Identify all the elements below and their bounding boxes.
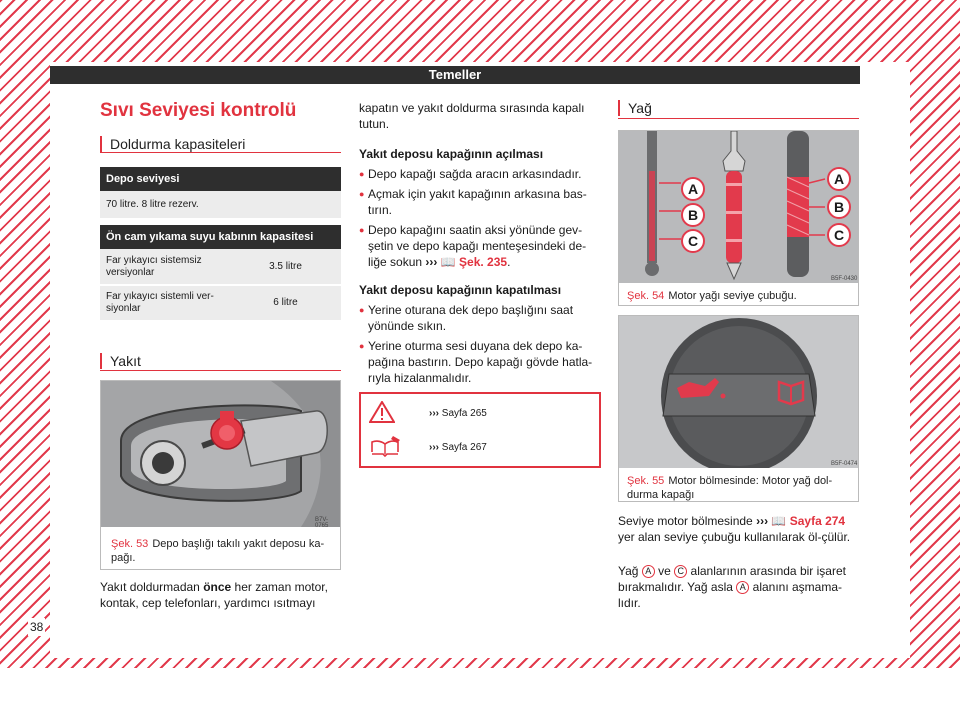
marker-a: A (736, 581, 749, 594)
title-rule (618, 118, 859, 119)
fuel-cap-image (101, 381, 340, 527)
marker-c: C (674, 565, 687, 578)
table-header: Depo seviyesi (100, 167, 341, 191)
washer-capacity-table (100, 225, 341, 322)
oil-cap-image (619, 316, 858, 468)
figure-number: Şek. 55 (627, 475, 665, 487)
open-title: Yakıt deposu kapağının açılması (359, 147, 544, 161)
subsection-title: Doldurma kapasiteleri (100, 136, 245, 152)
section-title: Sıvı Seviyesi kontrolü (100, 100, 297, 121)
image-code: B5F-0430 (831, 276, 858, 282)
list-item: ● Açmak için yakıt kapağının arkasına bas-tırın. (359, 186, 604, 218)
table-header: Ön cam yıkama suyu kabının kapasitesi (100, 225, 341, 249)
list-item: ● Yerine oturma sesi duyana dek depo ka-pağına bastırın. Depo kapağı gövde hatla-rıyla hizalanmalıdır. (359, 338, 604, 386)
warning-box (359, 392, 601, 468)
book-icon: 📖 (771, 514, 787, 528)
label-b: B (687, 207, 699, 223)
chapter-header: Temeller (50, 66, 860, 84)
image-code: B5F-0474 (831, 461, 858, 467)
table-row (100, 249, 341, 285)
label-a: A (687, 181, 699, 197)
paragraph-text: yer alan seviye çubuğu kullanılarak öl-çülür. (618, 530, 851, 544)
figure-caption (627, 289, 855, 303)
fuel-paragraph (100, 579, 345, 611)
figure-number: Şek. 53 (111, 538, 149, 550)
figure-55 (618, 315, 859, 502)
caption-text: Depo başlığı takılı yakıt deposu ka-pağı. (111, 538, 325, 564)
figure-number: Şek. 54 (627, 290, 665, 302)
warning-ref-2[interactable]: ››› Sayfa 267 (429, 442, 487, 453)
marker-a: A (642, 565, 655, 578)
paragraph-text: alanlarının arasında bir işaret bırakmalıdır. Yağ asla (618, 564, 846, 594)
image-code: B7V-0765 (315, 517, 329, 529)
table-row (100, 285, 341, 321)
figure-54 (618, 130, 859, 306)
footer-strip (0, 668, 960, 708)
page-ref: Sayfa 265 (441, 408, 487, 419)
title-rule (100, 152, 341, 153)
table-cell: Far yıkayıcı sistemsiz versiyonlar (100, 249, 230, 285)
figure-reference-link[interactable]: Şek. 235 (459, 255, 508, 269)
table-cell: Far yıkayıcı sistemli ver-siyonlar (100, 285, 230, 321)
list-item: ● Depo kapağını saatin aksi yönünde gev-şetin ve depo kapağı menteşesindeki de-liğe sokun ››› 📖 Şek. 235. (359, 222, 604, 270)
figure-caption (111, 537, 336, 565)
label-b: B (833, 199, 845, 215)
bullet-text: Depo kapağını saatin aksi yönünde gev-şetin ve depo kapağı menteşesindeki de-liğe sokun (368, 223, 587, 269)
paragraph-text: Yağ (618, 564, 639, 578)
oil-paragraph-1: Seviye motor bölmesinde ››› 📖 Sayfa 274 yer alan seviye çubuğu kullanılarak öl-çülür. (618, 514, 851, 544)
paragraph-text: Yakıt doldurmadan (100, 580, 200, 594)
page-ref: Sayfa 267 (441, 442, 487, 453)
oil-title: Yağ (618, 100, 652, 116)
page-number: 38 (30, 620, 44, 634)
figure-53 (100, 380, 341, 570)
book-note-icon (369, 434, 403, 458)
fuel-door-illustration (101, 381, 340, 527)
title-rule (100, 370, 341, 371)
close-title: Yakıt deposu kapağının kapatılması (359, 283, 562, 297)
book-icon: 📖 (440, 255, 456, 269)
dipstick-image (619, 131, 858, 283)
fuel-title: Yakıt (100, 353, 141, 369)
label-c: C (687, 233, 699, 249)
caption-text: Motor yağı seviye çubuğu. (668, 290, 797, 302)
caption-text: Motor bölmesinde: Motor yağ dol-durma kapağı (627, 475, 833, 501)
oil-cap-illustration (619, 316, 858, 468)
continued-paragraph: kapatın ve yakıt doldurma sırasında kapalı tutun. (359, 101, 585, 131)
table-cell: 6 litre (230, 285, 341, 321)
paragraph-text: alanını aşmama-lıdır. (618, 580, 843, 610)
tank-capacity-table (100, 167, 341, 220)
warning-triangle-icon (369, 401, 395, 423)
list-item: ● Depo kapağı sağda aracın arkasındadır. (359, 166, 604, 182)
oil-paragraph-2 (618, 563, 863, 611)
paragraph-text: Seviye motor bölmesinde (618, 514, 753, 528)
paragraph-text: ve (658, 564, 671, 578)
table-cell: 70 litre. 8 litre rezerv. (100, 191, 341, 219)
ref-arrows: ››› (425, 255, 438, 269)
figure-caption (627, 474, 855, 502)
bold-word: önce (203, 580, 232, 594)
label-c: C (833, 227, 845, 243)
paragraph-text: her zaman motor, kontak, cep telefonları, yardımcı ısıtmayı (100, 580, 328, 610)
page-reference-link[interactable]: Sayfa 274 (789, 514, 846, 528)
table-cell: 3.5 litre (230, 249, 341, 285)
label-a: A (833, 171, 845, 187)
dipstick-illustration (619, 131, 858, 283)
warning-ref-1[interactable]: ››› Sayfa 265 (429, 408, 487, 419)
list-item: ● Yerine oturana dek depo başlığını saat yönünde sıkın. (359, 302, 604, 334)
